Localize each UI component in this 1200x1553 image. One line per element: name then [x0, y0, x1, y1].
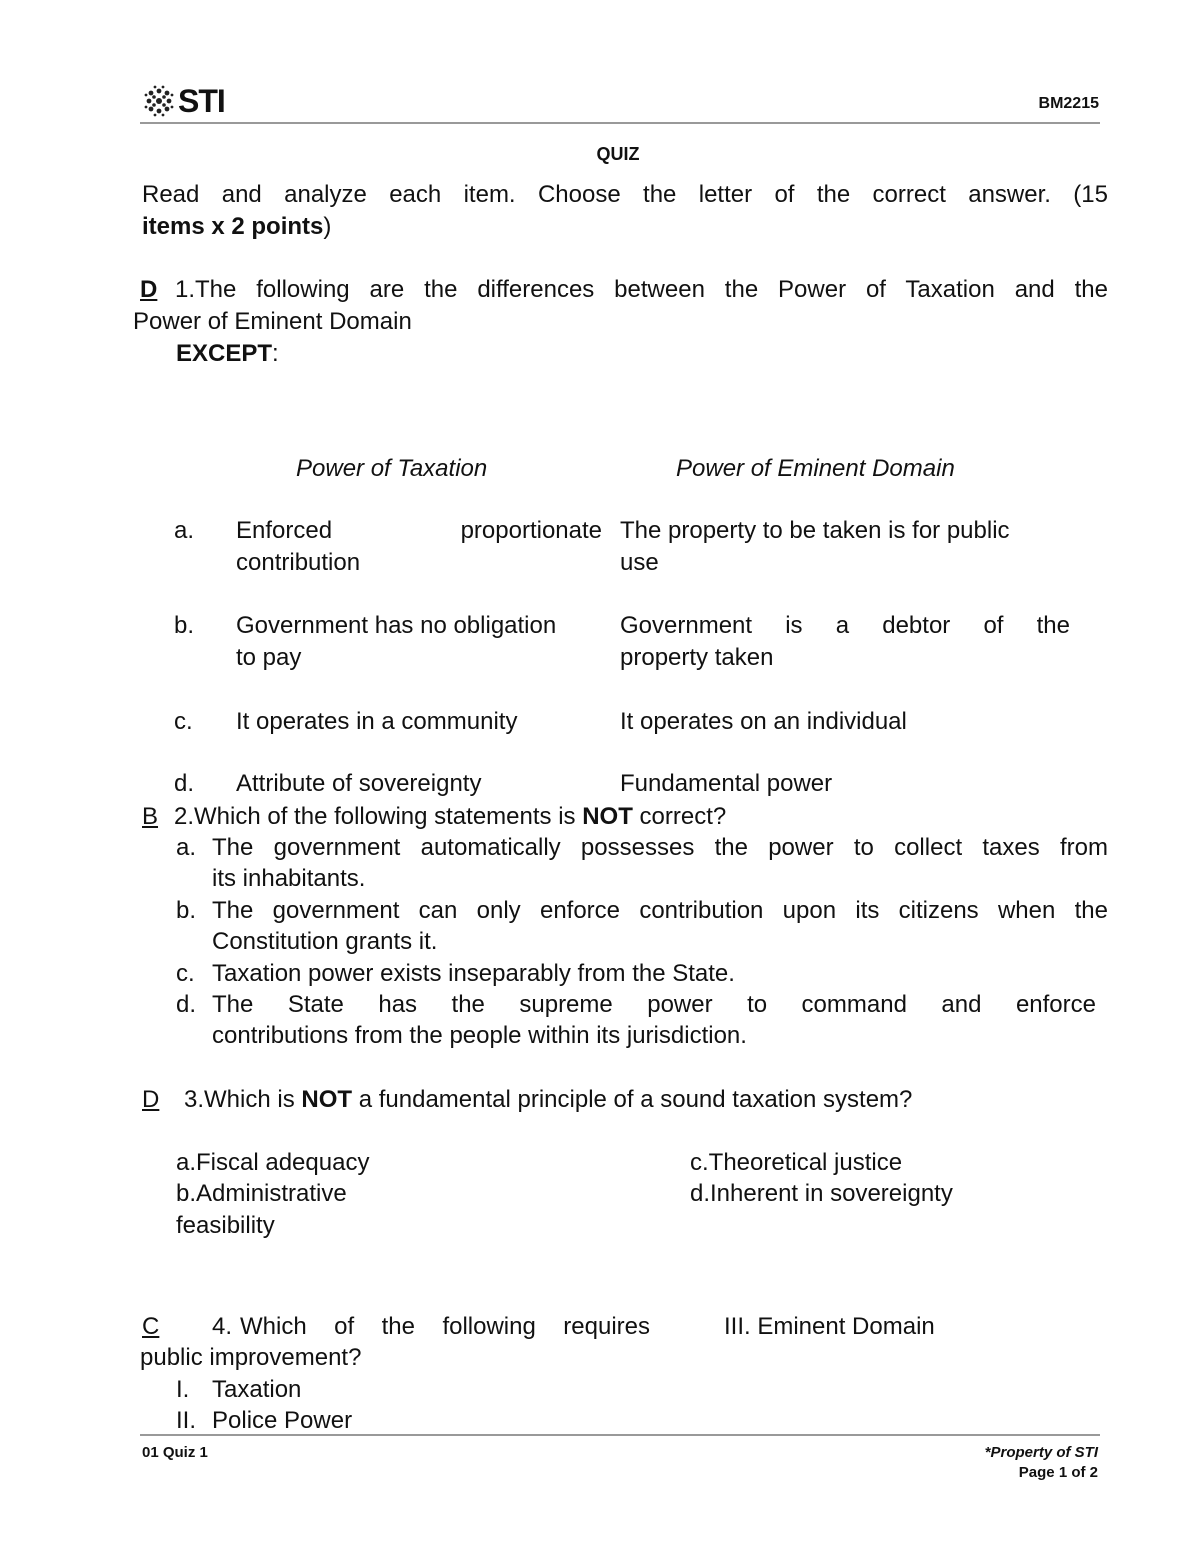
q2-question: 2.Which of the following statements is NOT correct?	[174, 803, 727, 830]
q4-number: 4.	[212, 1313, 233, 1340]
logo-text: STI	[178, 82, 225, 119]
q1-row-d-tax: Attribute of sovereignty	[236, 770, 482, 797]
q2-option-a-line1: The government automatically possesses the power to collect taxes from	[212, 834, 1108, 861]
q3-option-c: c.Theoretical justice	[690, 1149, 903, 1176]
q3-option-d: d.Inherent in sovereignty	[690, 1180, 953, 1207]
points-text: items x 2 points	[142, 213, 324, 240]
q1-row-a-tax-line1: Enforced proportionate	[236, 517, 602, 544]
q2-option-d-line2: contributions from the people within its jurisdiction.	[212, 1022, 747, 1049]
col-header-taxation: Power of Taxation	[296, 455, 488, 482]
q4-option-ii: Police Power	[212, 1407, 353, 1434]
q4-answer-blank[interactable]	[142, 1313, 211, 1341]
q2-answer: B	[142, 803, 159, 830]
q2-option-letter: d.	[176, 991, 197, 1018]
q3-answer-blank[interactable]	[142, 1086, 181, 1114]
q2-option-c: Taxation power exists inseparably from the State.	[212, 960, 735, 987]
footer-property: *Property of STI	[984, 1444, 1098, 1461]
q4-option-i-numeral: I.	[176, 1376, 190, 1403]
q4-line1: Which of the following requires	[240, 1313, 650, 1340]
q1-row-a-tax-line2: contribution	[236, 549, 361, 576]
q2-option-letter: c.	[176, 960, 195, 987]
q1-row-c-tax: It operates in a community	[236, 708, 518, 735]
globe-icon	[142, 84, 176, 118]
q1-row-a-ed-line1: The property to be taken is for public	[620, 517, 1010, 544]
q1-row-b-ed-line1: Government is a debtor of the	[620, 612, 1070, 639]
q3-question: 3.Which is NOT a fundamental principle of a sound taxation system?	[184, 1086, 913, 1113]
q4-option-iii: III. Eminent Domain	[724, 1313, 935, 1340]
instructions-line1: Read and analyze each item. Choose the letter of the correct answer. (15	[142, 181, 1108, 208]
q3-answer: D	[142, 1086, 160, 1113]
q1-option-letter: a.	[174, 517, 195, 544]
q3-option-a: a.Fiscal adequacy	[176, 1149, 370, 1176]
q1-answer-blank[interactable]	[130, 276, 171, 304]
q3-option-b-line1: b.Administrative	[176, 1180, 347, 1207]
q1-row-a-ed-line2: use	[620, 549, 659, 576]
q1-except: EXCEPT:	[176, 340, 279, 367]
header-divider	[140, 122, 1100, 124]
q4-answer: C	[142, 1313, 160, 1340]
q3-option-b-line2: feasibility	[176, 1212, 275, 1239]
doc-code: BM2215	[1038, 95, 1099, 112]
q1-row-b-tax-line1: Government has no obligation	[236, 612, 557, 639]
q2-option-letter: b.	[176, 897, 197, 924]
col-header-eminent-domain: Power of Eminent Domain	[676, 455, 955, 482]
q4-option-ii-numeral: II.	[176, 1407, 197, 1434]
q2-option-b-line1: The government can only enforce contribution upon its citizens when the	[212, 897, 1108, 924]
sti-logo	[142, 84, 225, 118]
q1-row-b-tax-line2: to pay	[236, 644, 302, 671]
page-title: QUIZ	[596, 144, 640, 164]
q1-option-letter: d.	[174, 770, 195, 797]
footer-doc-label: 01 Quiz 1	[142, 1444, 208, 1461]
footer-page-number: Page 1 of 2	[1018, 1464, 1098, 1481]
q2-option-d-line1: The State has the supreme power to command and enforce	[212, 991, 1096, 1018]
q1-option-letter: c.	[174, 708, 193, 735]
q1-answer: D	[140, 276, 158, 303]
footer-divider	[140, 1434, 1100, 1436]
q1-line1: 1.The following are the differences between the Power of Taxation and the	[175, 276, 1108, 303]
q1-row-d-ed: Fundamental power	[620, 770, 833, 797]
q2-option-a-line2: its inhabitants.	[212, 865, 366, 892]
q2-answer-blank[interactable]	[142, 803, 170, 831]
q2-option-b-line2: Constitution grants it.	[212, 928, 438, 955]
q1-row-b-ed-line2: property taken	[620, 644, 774, 671]
instructions-line2: items x 2 points)	[142, 213, 332, 240]
q4-line2: public improvement?	[140, 1344, 362, 1371]
q2-option-letter: a.	[176, 834, 197, 861]
q1-line2: Power of Eminent Domain	[133, 308, 412, 335]
q1-option-letter: b.	[174, 612, 195, 639]
q4-option-i: Taxation	[212, 1376, 302, 1403]
q1-row-c-ed: It operates on an individual	[620, 708, 907, 735]
